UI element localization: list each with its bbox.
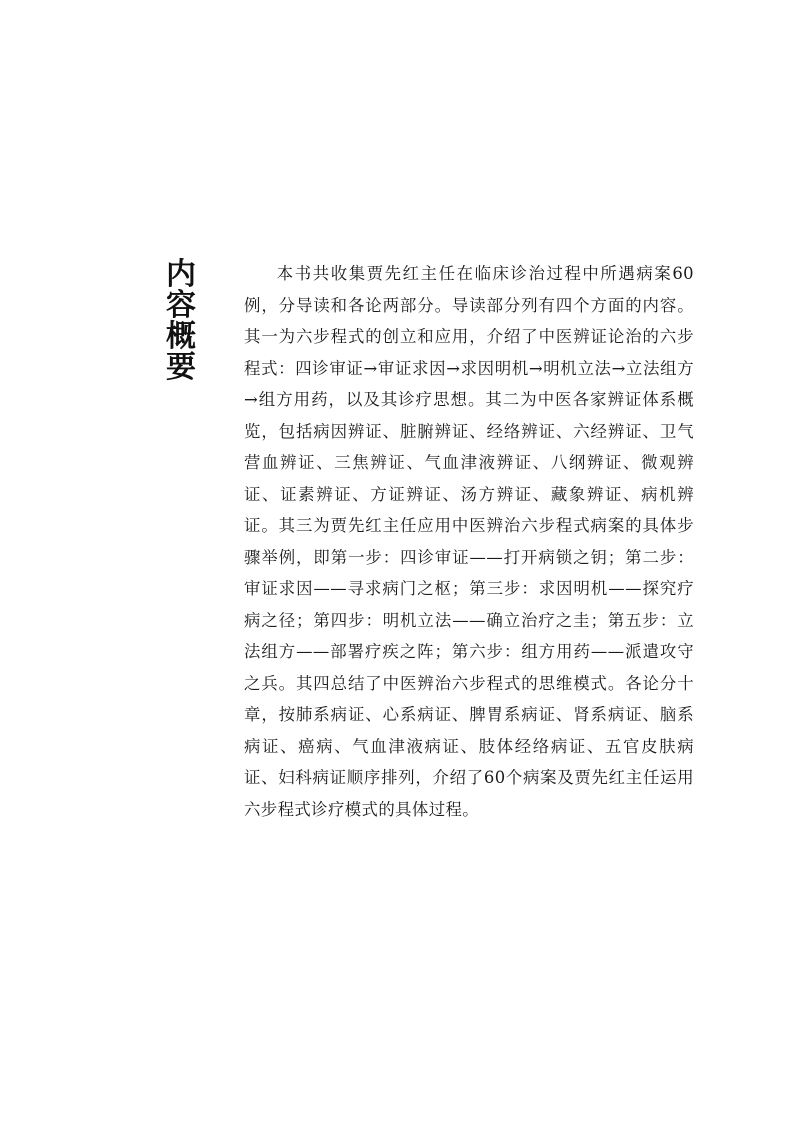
title-char-1: 内 <box>166 257 196 292</box>
title-char-2: 容 <box>166 288 196 323</box>
summary-paragraph: 本书共收集贾先红主任在临床诊治过程中所遇病案60例，分导读和各论两部分。导读部分列有四个方面的内容。其一为六步程式的创立和应用，介绍了中医辨证论治的六步程式：四诊审证→审证求因→求因明机→明机立法→立法组方→组方用药，以及其诊疗思想。其二为中医各家辨证体系概览，包括病因辨证、脏腑辨证、经络辨证、六经辨证、卫气营血辨证、三焦辨证、气血津液辨证、八纲辨证、微观辨证、证素辨证、方证辨证、汤方辨证、藏象辨证、病机辨证。其三为贾先红主任应用中医辨治六步程式病案的具体步骤举例，即第一步：四诊审证——打开病锁之钥；第二步：审证求因——寻求病门之枢；第三步：求因明机——探究疗病之径；第四步：明机立法——确立治疗之圭；第五步：立法组方——部署疗疾之阵；第六步：组方用药——派遣攻守之兵。其四总结了中医辨治六步程式的思维模式。各论分十章，按肺系病证、心系病证、脾胃系病证、肾系病证、脑系病证、癌病、气血津液病证、肢体经络病证、五官皮肤病证、妇科病证顺序排列，介绍了60个病案及贾先红主任运用六步程式诊疗模式的具体过程。 <box>244 264 694 819</box>
title-char-4: 要 <box>166 350 196 385</box>
title-char-3: 概 <box>166 319 196 354</box>
summary-body <box>244 258 694 825</box>
page-title <box>163 257 199 385</box>
